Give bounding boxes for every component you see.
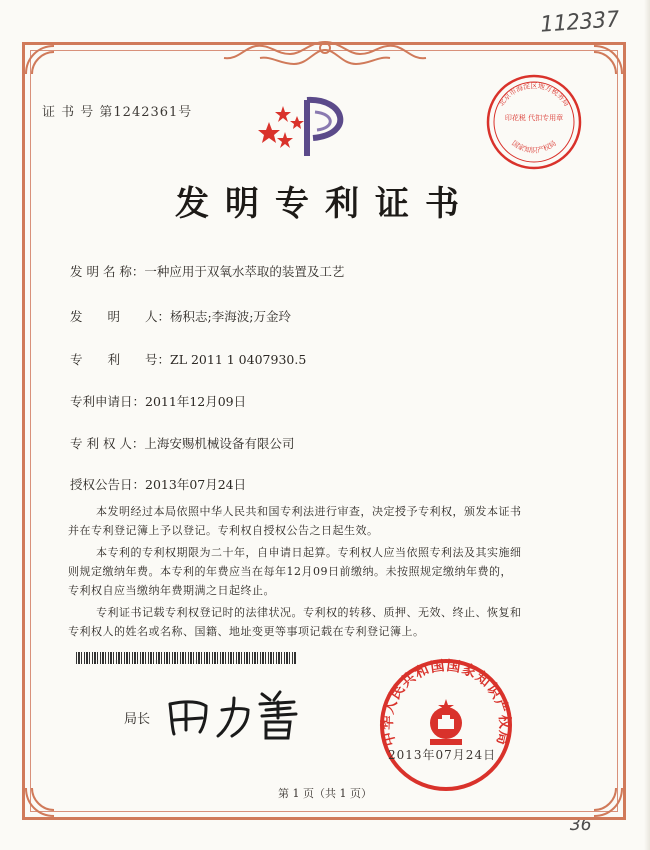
corner-ornament-icon (584, 44, 624, 84)
body-line: 专利权自应当缴纳年费期满之日起终止。 (68, 584, 275, 597)
svg-text:国家知识产权局: 国家知识产权局 (510, 139, 558, 155)
field-patent-number: 专 利 号：ZL 2011 1 0407930.5 (70, 352, 307, 367)
body-line: 并在专利登记簿上予以登记。专利权自授权公告之日起生效。 (68, 524, 379, 537)
certificate-title: 发明专利证书 (175, 184, 475, 224)
handwritten-number-bottom: 36 (570, 814, 592, 835)
seal-text: 中华人民共和国国家知识产权局 (379, 658, 513, 748)
director-signature (162, 684, 312, 744)
body-line: 本专利的专利权期限为二十年，自申请日起算。专利权人应当依照专利法及其实施细 (96, 546, 522, 559)
tax-stamp-seal-icon (484, 72, 584, 172)
certificate-number: 证 书 号 第1242361号 (42, 105, 193, 120)
corner-ornament-icon (24, 44, 64, 84)
state-ip-office-seal-icon (376, 655, 516, 795)
svg-text:北京市海淀区地方税务局: 北京市海淀区地方税务局 (497, 82, 571, 108)
page-footer: 第 1 页（共 1 页） (278, 787, 372, 800)
seal-date: 2013年07月24日 (388, 748, 497, 762)
handwritten-number-top: 112337 (539, 7, 621, 38)
body-line: 专利证书记载专利权登记时的法律状况。专利权的转移、质押、无效、终止、恢复和 (96, 606, 522, 619)
body-line: 专利权人的姓名或名称、国籍、地址变更等事项记载在专利登记簿上。 (68, 625, 425, 638)
body-line: 本发明经过本局依照中华人民共和国专利法进行审查，决定授予专利权，颁发本证书 (96, 505, 522, 518)
field-inventors: 发 明 人：杨积志;李海波;万金玲 (70, 309, 291, 324)
director-label: 局长 (124, 712, 151, 727)
top-ornament-icon (210, 36, 440, 72)
body-line: 则规定缴纳年费。本专利的年费应当在每年12月09日前缴纳。未按照规定缴纳年费的， (68, 565, 512, 578)
field-invention-name: 发 明 名 称：一种应用于双氧水萃取的装置及工艺 (70, 264, 345, 279)
patent-office-emblem-icon (255, 92, 365, 162)
field-grant-date: 授权公告日：2013年07月24日 (70, 477, 247, 492)
page-edge (644, 0, 650, 850)
field-patentee: 专 利 权 人：上海安赐机械设备有限公司 (70, 436, 295, 451)
barcode (76, 652, 296, 664)
field-application-date: 专利申请日：2011年12月09日 (70, 394, 247, 409)
small-seal-inner: 印花税 代扣专用章 (504, 114, 564, 122)
